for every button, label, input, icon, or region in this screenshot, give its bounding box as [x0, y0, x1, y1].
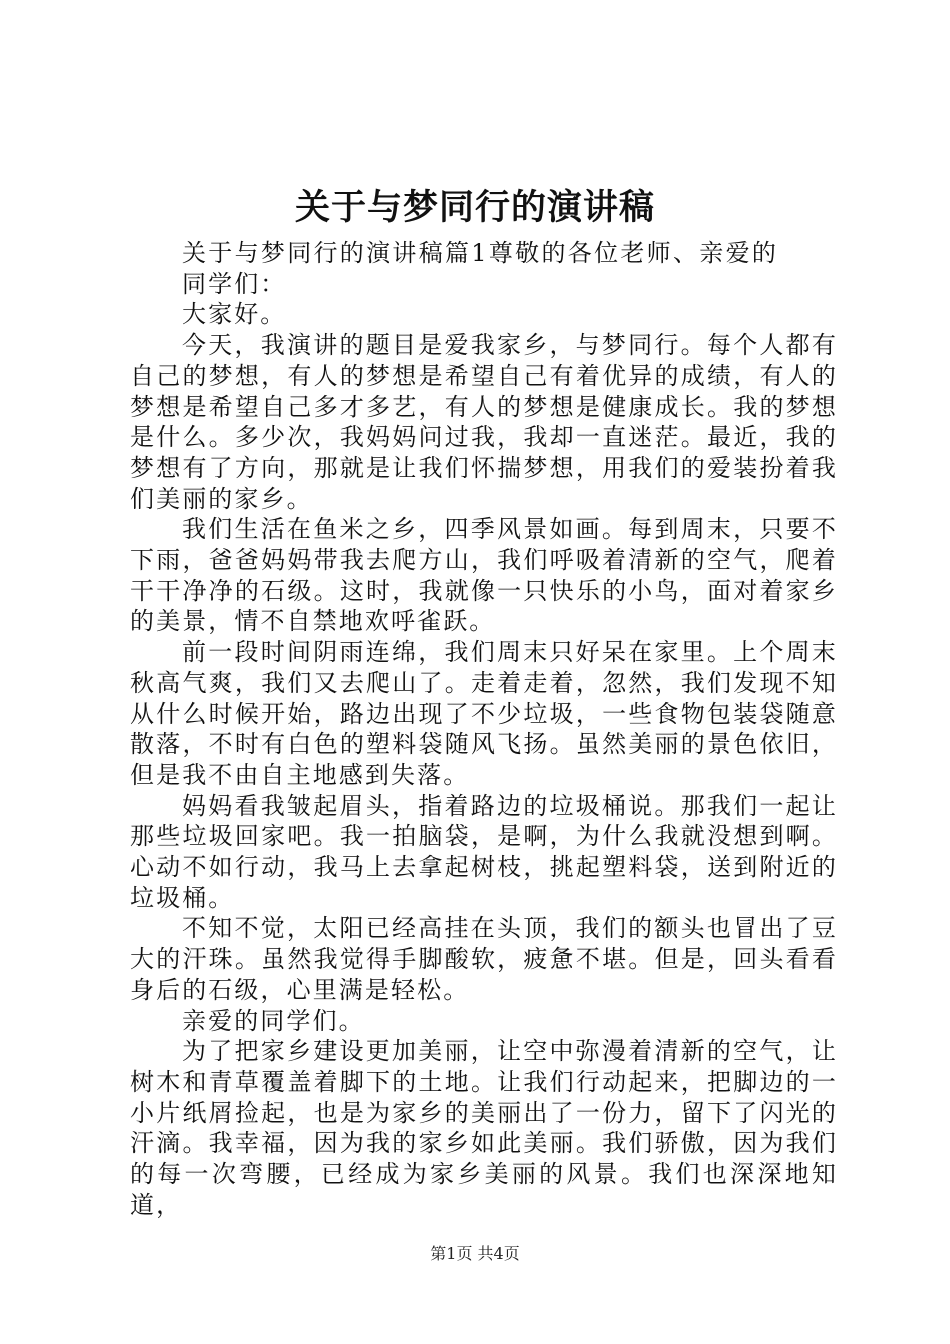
paragraph: 妈妈看我皱起眉头，指着路边的垃圾桶说。那我们一起让那些垃圾回家吧。我一拍脑袋，是啊，为什么我就没想到啊。心动不如行动，我马上去拿起树枝，挑起塑料袋，送到附近的垃圾桶。 — [130, 791, 838, 912]
page-number-footer: 第1页 共4页 — [430, 1244, 520, 1263]
paragraph: 不知不觉，太阳已经高挂在头顶，我们的额头也冒出了豆大的汗珠。虽然我觉得手脚酸软，疲惫不堪。但是，回头看看身后的石级，心里满是轻松。 — [130, 914, 838, 1004]
document-body — [130, 238, 838, 1221]
paragraph: 今天，我演讲的题目是爱我家乡，与梦同行。每个人都有自己的梦想，有人的梦想是希望自己有着优异的成绩，有人的梦想是希望自己多才多艺，有人的梦想是健康成长。我的梦想是什么。多少次，我妈妈问过我，我却一直迷茫。最近，我的梦想有了方向，那就是让我们怀揣梦想，用我们的爱装扮着我们美丽的家乡。 — [130, 331, 838, 513]
paragraph: 我们生活在鱼米之乡，四季风景如画。每到周末，只要不下雨，爸爸妈妈带我去爬方山，我们呼吸着清新的空气，爬着干干净净的石级。这时，我就像一只快乐的小鸟，面对着家乡的美景，情不自禁地欢呼雀跃。 — [130, 515, 838, 636]
document-title: 关于与梦同行的演讲稿 — [294, 187, 655, 228]
paragraph: 前一段时间阴雨连绵，我们周末只好呆在家里。上个周末秋高气爽，我们又去爬山了。走着走着，忽然，我们发现不知从什么时候开始，路边出现了不少垃圾，一些食物包装袋随意散落，不时有白色的塑料袋随风飞扬。虽然美丽的景色依旧，但是我不由自主地感到失落。 — [130, 638, 838, 789]
paragraph: 为了把家乡建设更加美丽，让空中弥漫着清新的空气，让树木和青草覆盖着脚下的土地。让我们行动起来，把脚边的一小片纸屑捡起，也是为家乡的美丽出了一份力，留下了闪光的汗滴。我幸福，因为我的家乡如此美丽。我们骄傲，因为我们的每一次弯腰，已经成为家乡美丽的风景。我们也深深地知道， — [130, 1037, 838, 1219]
paragraph-opening: 关于与梦同行的演讲稿篇1尊敬的各位老师、亲爱的同学们： — [182, 239, 778, 298]
paragraph-address: 亲爱的同学们。 — [182, 1006, 365, 1035]
paragraph-greeting: 大家好。 — [182, 300, 287, 329]
